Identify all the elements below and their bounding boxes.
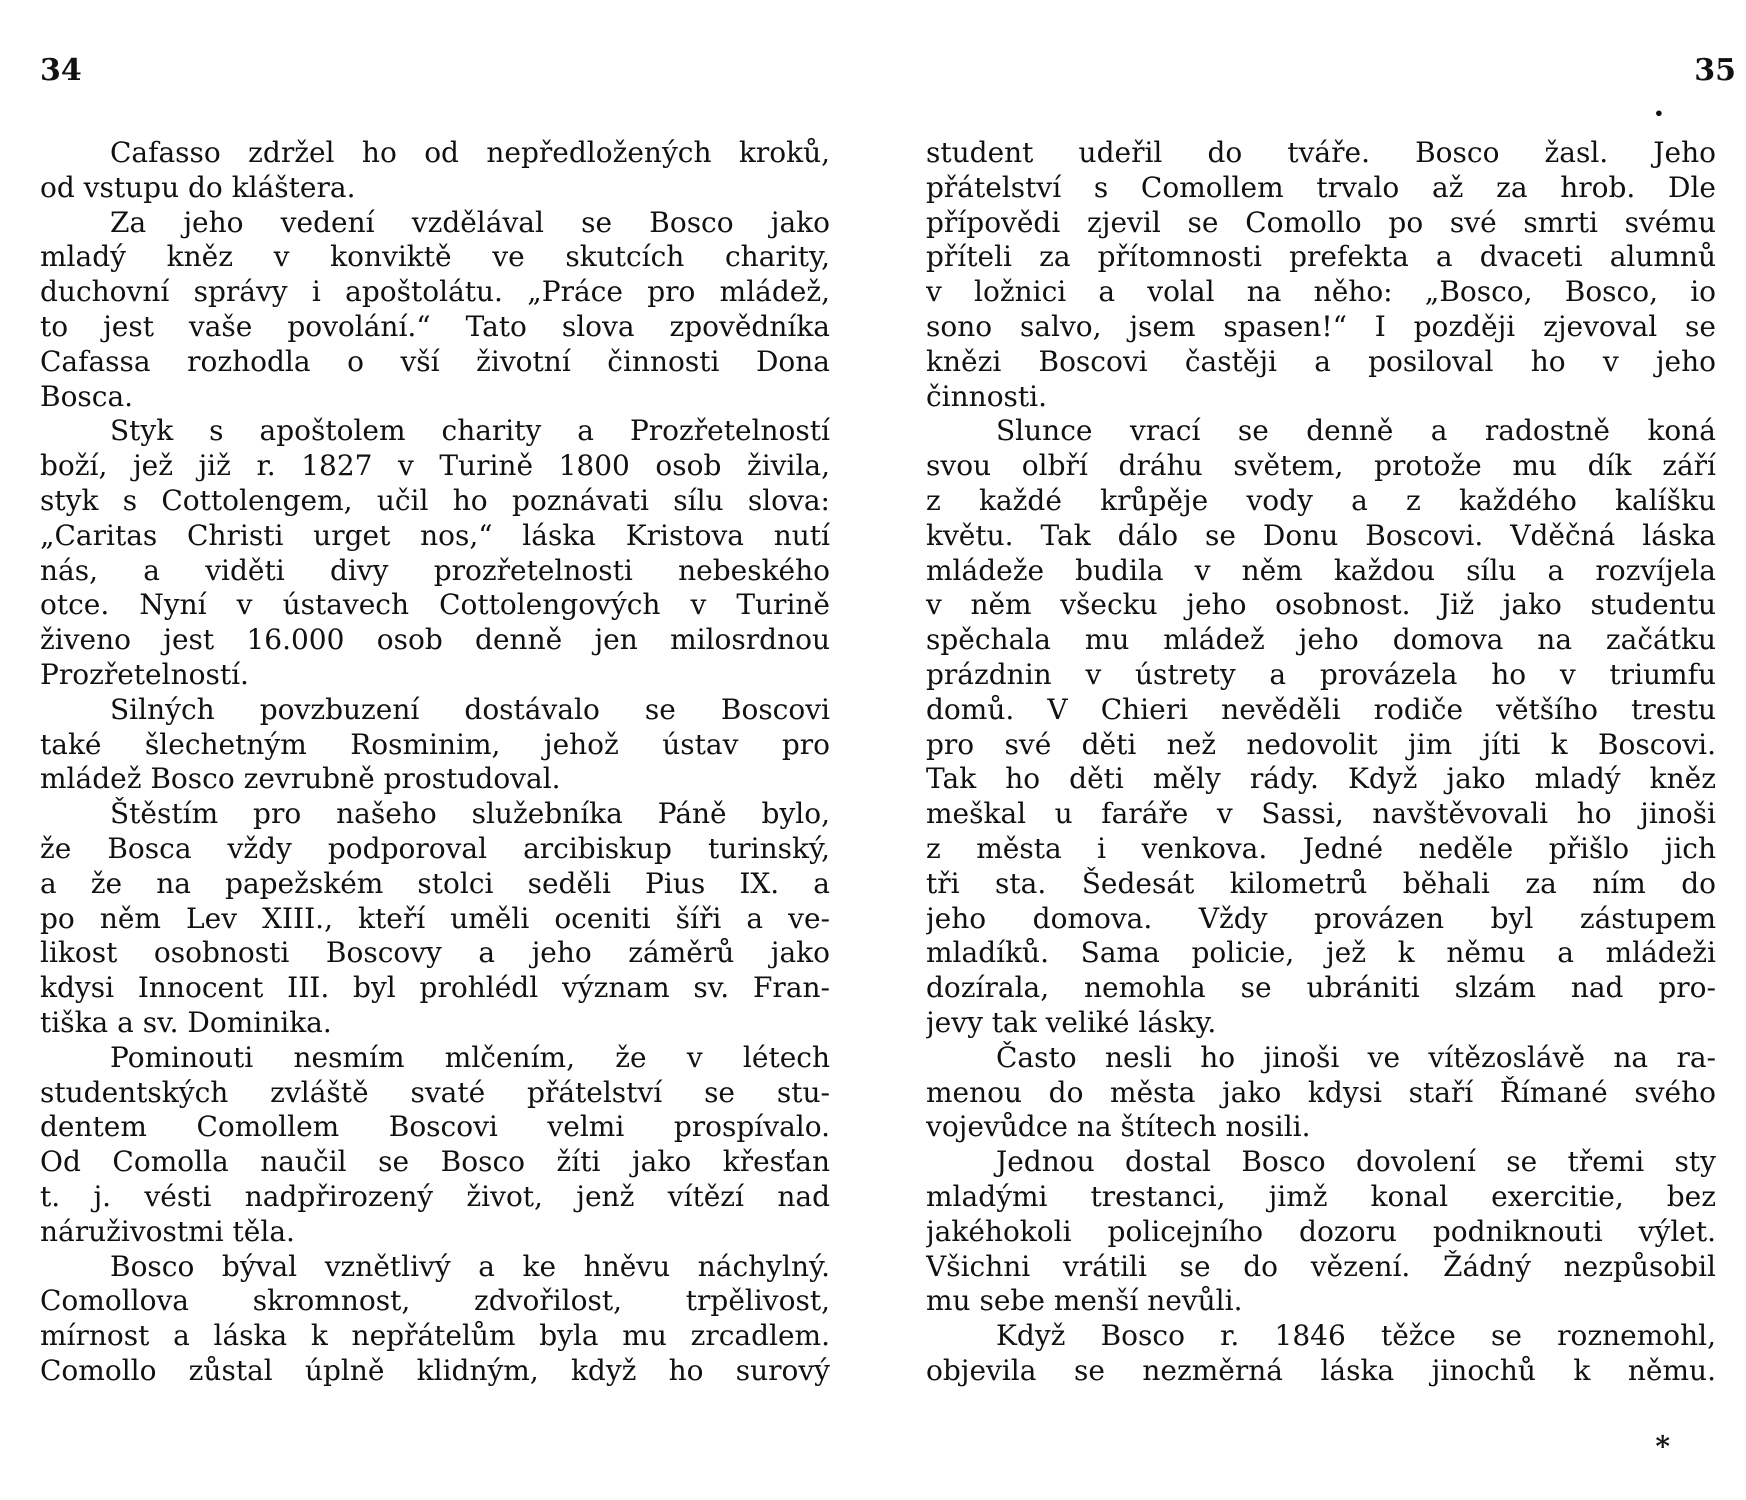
text-line: Tak ho děti měly rády. Když jako mladý kněz <box>926 762 1716 796</box>
text-line: styk s Cottolengem, učil ho poznávati sílu slova: <box>40 483 830 517</box>
text-line: přátelství s Comollem trvalo až za hrob. Dle <box>926 170 1716 204</box>
text-line: příteli za přítomnosti prefekta a dvaceti alumnů <box>926 240 1716 274</box>
page-number: 35 <box>1694 53 1736 88</box>
body-text <box>40 136 830 1389</box>
text-line: Silných povzbuzení dostávalo se Boscovi <box>110 692 830 726</box>
text-line: mladý kněz v konviktě ve skutcích charity, <box>40 240 830 274</box>
page-number: 34 <box>40 53 82 88</box>
right-page <box>926 0 1736 1500</box>
text-line: činnosti. <box>926 379 1048 413</box>
text-line: student udeřil do tváře. Bosco žasl. Jeho <box>926 136 1716 169</box>
text-line: Cafasso zdržel ho od nepředložených kroků, <box>110 136 830 169</box>
text-line: Pominouti nesmím mlčením, že v létech <box>110 1040 830 1074</box>
body-text <box>926 136 1716 1389</box>
text-line: Styk s apoštolem charity a Prozřetelností <box>110 414 830 448</box>
text-line: mládeže budila v něm každou sílu a rozvíjela <box>926 553 1716 587</box>
text-line: tiška a sv. Dominika. <box>40 1005 332 1039</box>
text-line: od vstupu do kláštera. <box>40 170 356 204</box>
text-line: a že na papežském stolci seděli Pius IX. a <box>40 866 830 900</box>
text-line: sono salvo, jsem spasen!“ I později zjevoval se <box>926 309 1716 343</box>
text-line: květu. Tak dálo se Donu Boscovi. Vděčná láska <box>926 518 1716 552</box>
text-line: Bosca. <box>40 379 134 413</box>
text-line: Štěstím pro našeho služebníka Páně bylo, <box>110 797 830 831</box>
text-line: jakéhokoli policejního dozoru podniknouti výlet. <box>926 1214 1716 1248</box>
text-line: v něm všecku jeho osobnost. Již jako studentu <box>926 588 1716 622</box>
text-line: Za jeho vedení vzdělával se Bosco jako <box>110 205 830 239</box>
text-line: domů. V Chieri nevěděli rodiče většího trestu <box>926 692 1716 726</box>
text-line: Bosco býval vznětlivý a ke hněvu náchylný. <box>110 1249 830 1283</box>
text-line: to jest vaše povolání.“ Tato slova zpovědníka <box>40 309 830 343</box>
text-line: pro své děti než nedovolit jim jíti k Boscovi. <box>926 727 1716 761</box>
text-line: Často nesli ho jinoši ve vítězoslávě na ra- <box>996 1040 1716 1074</box>
text-line: svou olbří dráhu světem, protože mu dík září <box>926 449 1716 483</box>
text-line: spěchala mu mládež jeho domova na začátku <box>926 623 1716 657</box>
text-line: dentem Comollem Boscovi velmi prospívalo. <box>40 1110 830 1144</box>
text-line: duchovní správy i apoštolátu. „Práce pro mládež, <box>40 275 830 309</box>
text-line: kdysi Innocent III. byl prohlédl význam sv. Fran- <box>40 971 830 1005</box>
text-line: Prozřetelností. <box>40 657 249 691</box>
text-line: Od Comolla naučil se Bosco žíti jako křesťan <box>40 1145 830 1179</box>
text-line: meškal u faráře v Sassi, navštěvovali ho jinoši <box>926 797 1716 831</box>
text-line: t. j. vésti nadpřirozený život, jenž vítězí nad <box>40 1179 830 1213</box>
text-line: mladíků. Sama policie, jež k němu a mládeži <box>926 936 1716 970</box>
text-line: prázdnin v ústrety a provázela ho v triumfu <box>926 657 1716 691</box>
text-line: vojevůdce na štítech nosili. <box>926 1110 1311 1144</box>
text-line: přípovědi zjevil se Comollo po své smrti svému <box>926 205 1716 239</box>
text-line: že Bosca vždy podporoval arcibiskup turinský, <box>40 831 830 865</box>
text-line: také šlechetným Rosminim, jehož ústav pro <box>40 727 830 761</box>
text-line: mírnost a láska k nepřátelům byla mu zrcadlem. <box>40 1319 830 1353</box>
text-line: Všichni vrátili se do vězení. Žádný nezpůsobil <box>926 1249 1716 1283</box>
text-line: nás, a viděti divy prozřetelnosti nebeského <box>40 553 830 587</box>
text-line: Když Bosco r. 1846 těžce se roznemohl, <box>996 1319 1716 1353</box>
text-line: v ložnici a volal na něho: „Bosco, Bosco, io <box>926 275 1716 309</box>
text-line: mladými trestanci, jimž konal exercitie, bez <box>926 1179 1716 1213</box>
text-line: z města i venkova. Jedné neděle přišlo jich <box>926 831 1716 865</box>
text-line: po něm Lev XIII., kteří uměli oceniti šíři a ve- <box>40 901 830 935</box>
text-line: dozírala, nemohla se ubrániti slzám nad pro- <box>926 971 1716 1005</box>
text-line: Comollova skromnost, zdvořilost, trpělivost, <box>40 1284 830 1318</box>
left-page <box>40 0 830 1500</box>
text-line: tři sta. Šedesát kilometrů běhali za ním do <box>926 866 1716 900</box>
text-line: Slunce vrací se denně a radostně koná <box>996 414 1716 448</box>
text-line: Cafassa rozhodla o vší životní činnosti Dona <box>40 344 830 378</box>
print-mark: • <box>1653 104 1664 123</box>
text-line: „Caritas Christi urget nos,“ láska Kristova nutí <box>40 518 830 552</box>
text-line: menou do města jako kdysi staří Římané svého <box>926 1075 1716 1109</box>
text-line: objevila se nezměrná láska jinochů k němu. <box>926 1353 1716 1387</box>
text-line: likost osobnosti Boscovy a jeho záměrů jako <box>40 936 830 970</box>
text-line: mládež Bosco zevrubně prostudoval. <box>40 762 561 796</box>
signature-mark: * <box>1655 1430 1670 1463</box>
text-line: Jednou dostal Bosco dovolení se třemi sty <box>996 1145 1716 1179</box>
text-line: boží, jež již r. 1827 v Turině 1800 osob živila, <box>40 449 830 483</box>
text-line: z každé krůpěje vody a z každého kalíšku <box>926 483 1716 517</box>
text-line: náruživostmi těla. <box>40 1214 295 1248</box>
text-line: knězi Boscovi častěji a posiloval ho v jeho <box>926 344 1716 378</box>
text-line: studentských zvláště svaté přátelství se stu- <box>40 1075 830 1109</box>
text-line: jevy tak veliké lásky. <box>926 1005 1217 1039</box>
text-line: otce. Nyní v ústavech Cottolengových v Turině <box>40 588 830 622</box>
text-line: mu sebe menší nevůli. <box>926 1284 1243 1318</box>
text-line: jeho domova. Vždy provázen byl zástupem <box>926 901 1716 935</box>
text-line: živeno jest 16.000 osob denně jen milosrdnou <box>40 623 830 657</box>
text-line: Comollo zůstal úplně klidným, když ho surový <box>40 1353 830 1387</box>
